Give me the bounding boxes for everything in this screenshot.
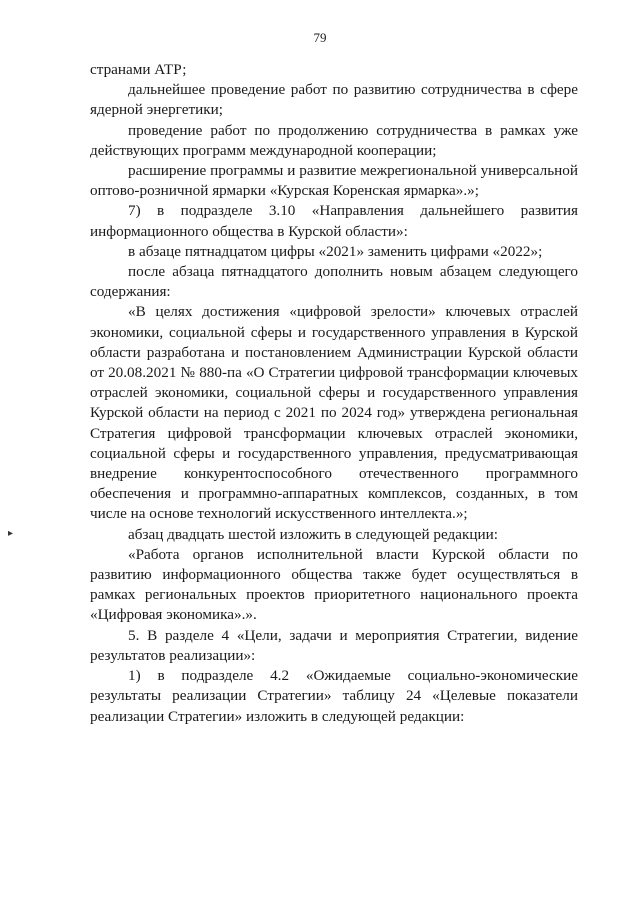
paragraph-3: проведение работ по продолжению сотрудничества в рамках уже действующих программ международной кооперации;	[90, 121, 578, 159]
paragraph-10: «Работа органов исполнительной власти Курской области по развитию информационного общества также будет осуществляться в рамках региональных проектов приоритетного национального проекта «Цифровая экономика».».	[90, 545, 578, 624]
paragraph-12: 1) в подразделе 4.2 «Ожидаемые социально-экономические результаты реализации Стратегии» таблицу 24 «Целевые показатели реализации Стратегии» изложить в следующей редакции:	[90, 667, 578, 725]
document-body	[90, 60, 578, 727]
page-number: 79	[313, 30, 327, 45]
paragraph-5: 7) в подразделе 3.10 «Направления дальнейшего развития информационного общества в Курской области»:	[90, 202, 578, 240]
margin-mark: ▸	[8, 528, 14, 539]
paragraph-1: странами АТР;	[90, 61, 187, 78]
paragraph-2: дальнейшее проведение работ по развитию сотрудничества в сфере ядерной энергетики;	[90, 81, 578, 119]
paragraph-6: в абзаце пятнадцатом цифры «2021» заменить цифрами «2022»;	[128, 242, 543, 260]
paragraph-4: расширение программы и развитие межрегиональной универсальной оптово-розничной ярмарки «Курская Коренская ярмарка».»;	[90, 162, 578, 200]
paragraph-7: после абзаца пятнадцатого дополнить новым абзацем следующего содержания:	[90, 263, 578, 301]
paragraph-11: 5. В разделе 4 «Цели, задачи и мероприятия Стратегии, видение результатов реализации»:	[90, 626, 578, 664]
paragraph-9: абзац двадцать шестой изложить в следующей редакции:	[128, 525, 498, 543]
paragraph-8: «В целях достижения «цифровой зрелости» ключевых отраслей экономики, социальной сферы и государственного управления в Курской области разработана и постановлением Администрации Курской области от 20.08.2021 № 880-па «О Стратегии цифровой трансформации ключевых отраслей экономики, социальной сферы и государственного управления Курской области на период с 2021 по 2024 год» утверждена региональная Стратегия цифровой трансформации ключевых отраслей экономики, социальной сферы и государственного управления, предусматривающая внедрение конкурентоспособного отечественного программного обеспечения и программно-аппаратных комплексов, созданных, в том числе на основе технологий искусственного интеллекта.»;	[90, 303, 578, 523]
